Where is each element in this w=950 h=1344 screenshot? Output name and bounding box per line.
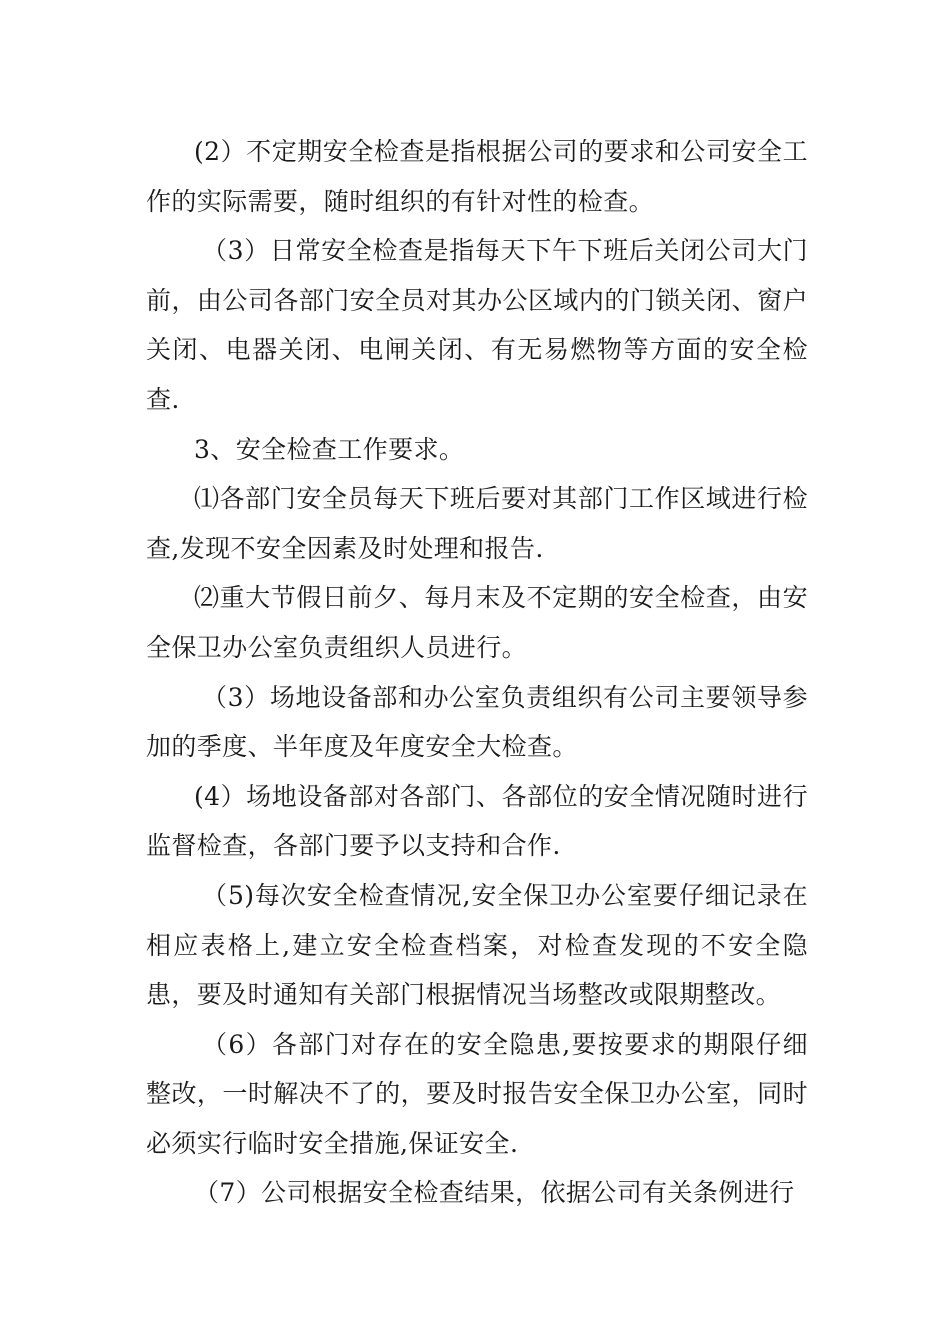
paragraph-irregular-inspection: (2）不定期安全检查是指根据公司的要求和公司安全工作的实际需要，随时组织的有针对性的检查。 [146, 137, 808, 216]
paragraph-requirement-3: （3）场地设备部和办公室负责组织有公司主要领导参加的季度、半年度及年度安全大检查。 [146, 682, 808, 762]
section-heading-requirements: 3、安全检查工作要求。 [194, 434, 465, 464]
document-body [146, 127, 808, 1218]
paragraph-requirement-6: （6）各部门对存在的安全隐患,要按要求的期限仔细整改，一时解决不了的，要及时报告安全保卫办公室，同时必须实行临时安全措施,保证安全. [146, 1029, 808, 1158]
paragraph-requirement-1: ⑴各部门安全员每天下班后要对其部门工作区域进行检查,发现不安全因素及时处理和报告. [146, 484, 808, 563]
paragraph-requirement-7: （7）公司根据安全检查结果，依据公司有关条例进行 [194, 1178, 795, 1208]
paragraph-requirement-4: (4）场地设备部对各部门、各部位的安全情况随时进行监督检查，各部门要予以支持和合作. [146, 781, 808, 861]
paragraph-daily-inspection: （3）日常安全检查是指每天下午下班后关闭公司大门前，由公司各部门安全员对其办公区域内的门锁关闭、窗户关闭、电器关闭、电闸关闭、有无易燃物等方面的安全检查. [146, 236, 808, 414]
paragraph-requirement-2: ⑵重大节假日前夕、每月末及不定期的安全检查，由安全保卫办公室负责组织人员进行。 [146, 583, 808, 662]
paragraph-requirement-5: （5)每次安全检查情况,安全保卫办公室要仔细记录在相应表格上,建立安全检查档案，对检查发现的不安全隐患，要及时通知有关部门根据情况当场整改或限期整改。 [146, 880, 808, 1010]
